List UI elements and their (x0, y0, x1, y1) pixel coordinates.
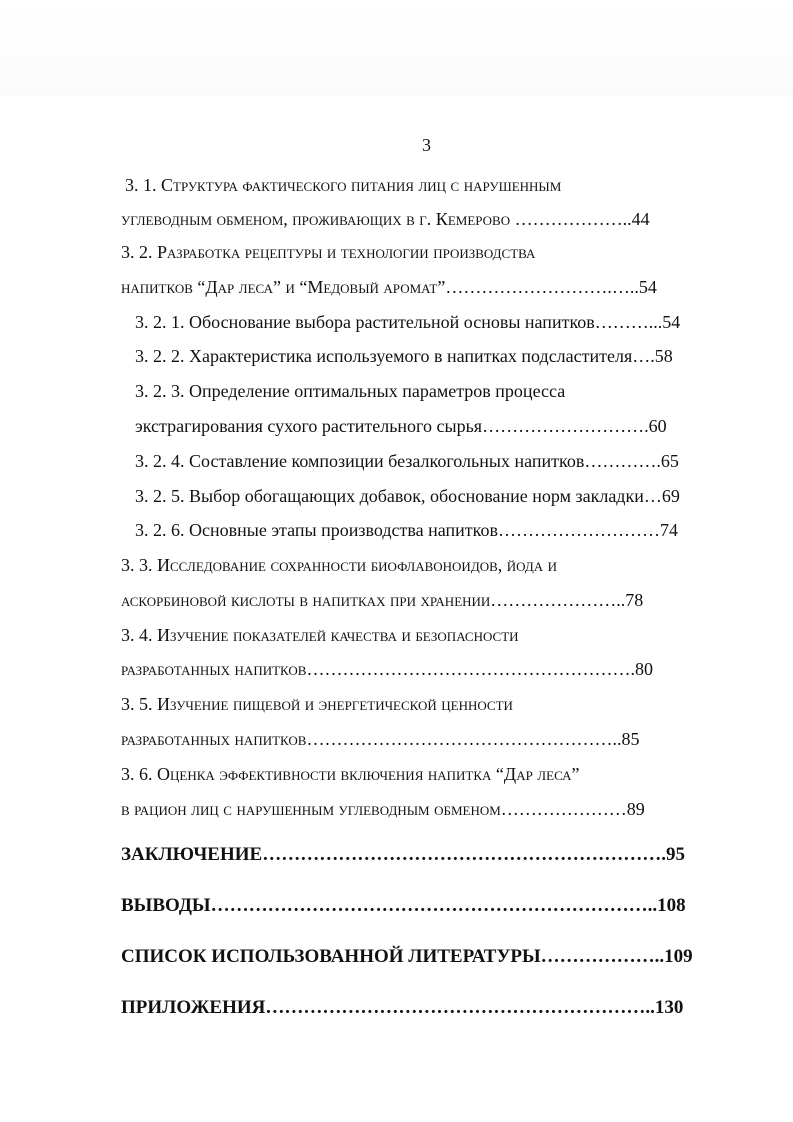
toc-entry-3-6-line2: в рацион лиц с нарушенным углеводным обменом…………………89 (121, 799, 645, 819)
toc-entry-references: СПИСОК ИСПОЛЬЗОВАННОЙ ЛИТЕРАТУРЫ………………..109 (121, 946, 693, 967)
toc-entry-findings: ВЫВОДЫ……………………………………………………………..108 (121, 895, 686, 916)
toc-entry-3-5-line1: 3. 5. Изучение пищевой и энергетической ценности (121, 694, 513, 714)
toc-entry-3-2-2: 3. 2. 2. Характеристика используемого в напитках подсластителя….58 (135, 346, 673, 366)
toc-entry-3-6-line1: 3. 6. Оценка эффективности включения напитка “Дар леса” (121, 764, 580, 784)
page-number: 3 (422, 135, 431, 155)
toc-entry-3-1-line2: углеводным обменом, проживающих в г. Кемерово ………………..44 (121, 209, 650, 229)
toc-entry-3-2-1: 3. 2. 1. Обоснование выбора растительной основы напитков………...54 (135, 312, 681, 332)
toc-entry-3-5-line2: разработанных напитков……………………………………………..85 (121, 729, 640, 749)
toc-entry-3-2-line2: напитков “Дар леса” и “Медовый аромат”……………………….…..54 (121, 277, 657, 297)
toc-entry-appendices: ПРИЛОЖЕНИЯ……………………………………………………..130 (121, 997, 684, 1018)
toc-entry-3-3-line1: 3. 3. Исследование сохранности биофлавоноидов, йода и (121, 555, 558, 575)
toc-entry-3-3-line2: аскорбиновой кислоты в напитках при хранении…………………..78 (121, 590, 644, 610)
toc-entry-3-2-4: 3. 2. 4. Составление композиции безалкогольных напитков………….65 (135, 451, 679, 471)
toc-entry-3-4-line1: 3. 4. Изучение показателей качества и безопасности (121, 625, 519, 645)
toc-entry-3-2-6: 3. 2. 6. Основные этапы производства напитков………………………74 (135, 520, 678, 540)
toc-entry-3-4-line2: разработанных напитков……………………………………………….80 (121, 659, 653, 679)
page-top-margin (0, 0, 793, 96)
toc-entry-conclusion: ЗАКЛЮЧЕНИЕ……………………………………………………….95 (121, 844, 685, 865)
toc-entry-3-2-5: 3. 2. 5. Выбор обогащающих добавок, обоснование норм закладки…69 (135, 486, 680, 506)
toc-entry-3-2-3-line2: экстрагирования сухого растительного сырья……………………….60 (135, 416, 667, 436)
toc-entry-3-2-line1: 3. 2. Разработка рецептуры и технологии производства (121, 242, 536, 262)
toc-entry-3-2-3-line1: 3. 2. 3. Определение оптимальных параметров процесса (135, 381, 566, 401)
toc-entry-3-1-line1: 3. 1. Структура фактического питания лиц с нарушенным (125, 175, 562, 195)
